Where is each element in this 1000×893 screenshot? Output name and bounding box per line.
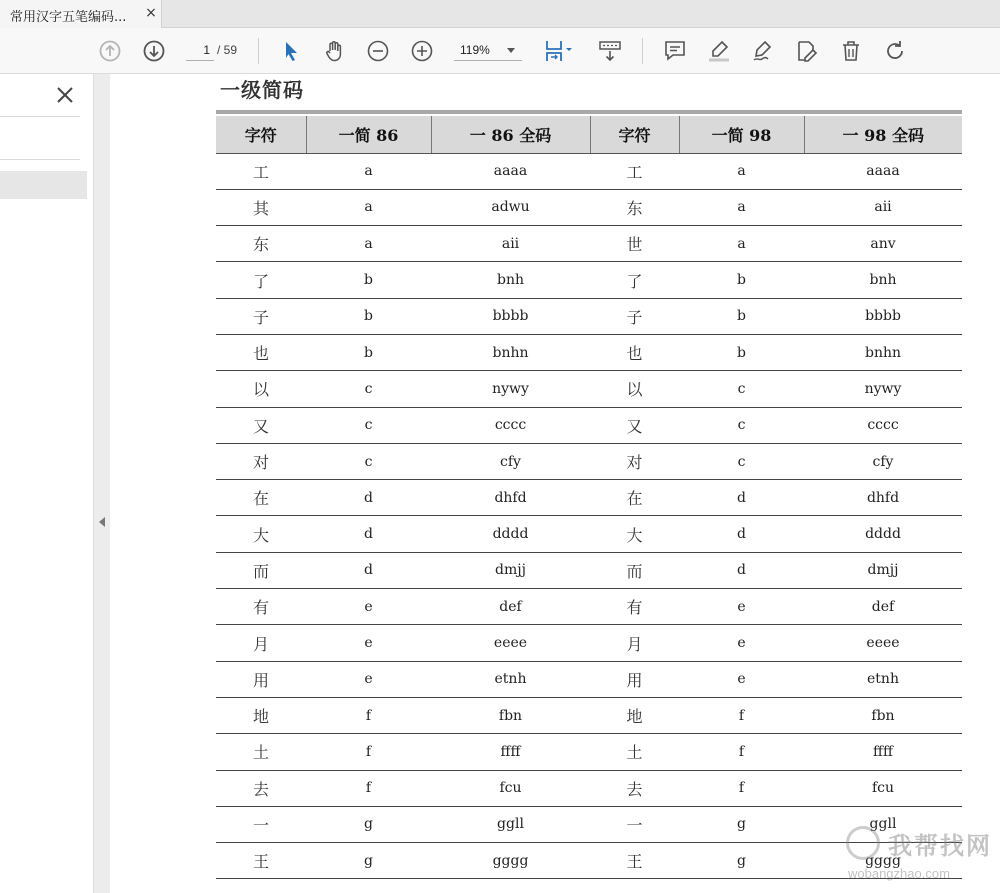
table-row	[216, 625, 962, 661]
table-cell: 大	[216, 516, 306, 552]
table-cell: bnh	[431, 262, 590, 298]
table-cell: fcu	[804, 770, 962, 806]
table-cell: c	[306, 371, 431, 407]
table-cell: 子	[216, 298, 306, 334]
toolbar	[0, 28, 1000, 74]
zoom-out-button[interactable]	[365, 38, 391, 64]
table-cell: cfy	[431, 443, 590, 479]
table-cell: f	[679, 770, 804, 806]
table-cell: 而	[590, 552, 679, 588]
table-cell: g	[306, 843, 431, 879]
table-cell: 又	[590, 407, 679, 443]
table-cell: aii	[804, 189, 962, 225]
table-cell: 王	[216, 843, 306, 879]
table-cell: gggg	[804, 843, 962, 879]
table-cell: a	[679, 226, 804, 262]
table-cell: b	[679, 262, 804, 298]
comment-icon	[663, 39, 687, 63]
table-cell: 也	[216, 334, 306, 370]
table-cell: dhfd	[431, 480, 590, 516]
insert-text-button[interactable]	[597, 38, 623, 64]
table-cell: eeee	[431, 625, 590, 661]
document-tab[interactable]	[0, 0, 162, 28]
table-cell: 一	[590, 806, 679, 842]
table-row	[216, 189, 962, 225]
column-header: 一 86 全码	[431, 116, 590, 153]
table-cell: f	[679, 734, 804, 770]
table-cell: def	[431, 589, 590, 625]
table-cell: 东	[590, 189, 679, 225]
table-cell: d	[306, 552, 431, 588]
table-cell: a	[306, 189, 431, 225]
table-cell: e	[679, 625, 804, 661]
table-cell: bnhn	[431, 334, 590, 370]
arrow-up-circle-icon	[98, 39, 122, 63]
table-cell: 王	[590, 843, 679, 879]
table-cell: 土	[590, 734, 679, 770]
table-cell: 去	[590, 770, 679, 806]
table-cell: 而	[216, 552, 306, 588]
table-cell: b	[306, 298, 431, 334]
table-cell: g	[679, 806, 804, 842]
next-page-button[interactable]	[141, 38, 167, 64]
table-cell: b	[306, 334, 431, 370]
table-cell: ggll	[804, 806, 962, 842]
table-cell: e	[306, 661, 431, 697]
watermark-logo-icon	[846, 826, 880, 860]
table-cell: 在	[590, 480, 679, 516]
table-cell: gggg	[431, 843, 590, 879]
table-cell: cfy	[804, 443, 962, 479]
table-row	[216, 589, 962, 625]
table-cell: cccc	[431, 407, 590, 443]
table-cell: aaaa	[431, 153, 590, 189]
table-cell: b	[306, 262, 431, 298]
table-cell: 世	[590, 226, 679, 262]
delete-icon	[839, 39, 863, 63]
table-row	[216, 407, 962, 443]
side-panel-selected-item[interactable]	[0, 171, 87, 199]
scroll-mode-button[interactable]	[540, 38, 576, 64]
table-cell: dhfd	[804, 480, 962, 516]
table-cell: 了	[590, 262, 679, 298]
table-cell: dmjj	[431, 552, 590, 588]
table-header-row	[216, 116, 962, 153]
table-cell: d	[306, 516, 431, 552]
table-cell: 以	[216, 371, 306, 407]
table-cell: bbbb	[804, 298, 962, 334]
table-row	[216, 770, 962, 806]
table-cell: bnh	[804, 262, 962, 298]
page-number-input[interactable]	[186, 39, 214, 61]
table-cell: 工	[216, 153, 306, 189]
table-cell: etnh	[431, 661, 590, 697]
table-cell: anv	[804, 226, 962, 262]
table-cell: bbbb	[431, 298, 590, 334]
table-cell: bnhn	[804, 334, 962, 370]
table-cell: c	[306, 407, 431, 443]
table-cell: 有	[216, 589, 306, 625]
table-cell: e	[679, 589, 804, 625]
comment-button[interactable]	[662, 38, 688, 64]
tab-title: 常用汉字五笔编码...	[10, 10, 127, 25]
table-row	[216, 262, 962, 298]
watermark-text: 我帮找网	[888, 832, 992, 860]
select-arrow-icon	[279, 39, 303, 63]
table-row	[216, 226, 962, 262]
table-cell: e	[306, 589, 431, 625]
side-panel-divider	[0, 159, 80, 160]
table-row	[216, 516, 962, 552]
code-table	[216, 116, 962, 879]
table-cell: 一	[216, 806, 306, 842]
table-cell: 大	[590, 516, 679, 552]
table-row	[216, 480, 962, 516]
table-cell: 工	[590, 153, 679, 189]
tab-close-button[interactable]: ×	[145, 5, 157, 21]
table-row	[216, 734, 962, 770]
watermark-url: wobangzhao.com	[848, 866, 950, 881]
table-cell: etnh	[804, 661, 962, 697]
table-row	[216, 443, 962, 479]
table-cell: 又	[216, 407, 306, 443]
column-header: 字符	[590, 116, 679, 153]
table-cell: a	[679, 153, 804, 189]
column-header: 字符	[216, 116, 306, 153]
tab-bar	[0, 0, 1000, 28]
table-cell: a	[679, 189, 804, 225]
column-header: 一简 98	[679, 116, 804, 153]
side-panel-collapse-handle[interactable]	[94, 74, 110, 893]
document-page	[110, 74, 1000, 893]
close-icon	[52, 82, 78, 108]
toolbar-divider	[642, 38, 643, 64]
table-cell: e	[306, 625, 431, 661]
table-cell: c	[679, 443, 804, 479]
hand-tool-button[interactable]	[321, 38, 347, 64]
table-cell: 有	[590, 589, 679, 625]
table-cell: 对	[590, 443, 679, 479]
zoom-level: 119%	[460, 43, 490, 57]
table-cell: ffff	[804, 734, 962, 770]
table-cell: e	[679, 661, 804, 697]
table-cell: eeee	[804, 625, 962, 661]
chevron-left-icon	[99, 517, 105, 527]
table-cell: fcu	[431, 770, 590, 806]
zoom-dropdown[interactable]	[454, 39, 522, 61]
insert-text-icon	[598, 39, 622, 63]
select-tool-button[interactable]	[278, 38, 304, 64]
table-cell: 对	[216, 443, 306, 479]
arrow-down-circle-icon	[142, 39, 166, 63]
table-cell: 也	[590, 334, 679, 370]
table-cell: d	[679, 516, 804, 552]
zoom-in-icon	[410, 39, 434, 63]
hand-icon	[322, 39, 346, 63]
table-cell: f	[306, 770, 431, 806]
table-cell: 用	[216, 661, 306, 697]
sign-button[interactable]	[750, 38, 776, 64]
table-cell: c	[306, 443, 431, 479]
table-cell: f	[679, 697, 804, 733]
rotate-button[interactable]	[882, 38, 908, 64]
column-header: 一 98 全码	[804, 116, 962, 153]
table-row	[216, 661, 962, 697]
side-panel	[0, 74, 94, 893]
table-row	[216, 334, 962, 370]
page-total: / 59	[217, 43, 238, 57]
table-cell: 子	[590, 298, 679, 334]
table-cell: aii	[431, 226, 590, 262]
table-cell: nywy	[804, 371, 962, 407]
table-cell: 去	[216, 770, 306, 806]
highlight-button[interactable]	[706, 38, 732, 64]
side-panel-divider	[0, 116, 80, 117]
table-cell: c	[679, 371, 804, 407]
table-cell: d	[679, 480, 804, 516]
table-cell: 了	[216, 262, 306, 298]
table-cell: d	[679, 552, 804, 588]
watermark	[844, 822, 994, 888]
table-cell: b	[679, 334, 804, 370]
heading-rule	[216, 110, 962, 114]
table-cell: 用	[590, 661, 679, 697]
chevron-down-icon	[507, 48, 515, 53]
table-cell: c	[679, 407, 804, 443]
previous-page-button[interactable]	[97, 38, 123, 64]
table-cell: 以	[590, 371, 679, 407]
side-panel-close-button[interactable]	[52, 82, 78, 108]
table-cell: a	[306, 226, 431, 262]
edit-pdf-icon	[795, 39, 819, 63]
highlight-icon	[707, 39, 731, 63]
table-cell: nywy	[431, 371, 590, 407]
table-cell: 东	[216, 226, 306, 262]
table-cell: f	[306, 734, 431, 770]
table-cell: 地	[216, 697, 306, 733]
section-heading: 一级简码	[220, 78, 304, 102]
table-cell: dddd	[804, 516, 962, 552]
table-cell: 土	[216, 734, 306, 770]
table-cell: def	[804, 589, 962, 625]
table-cell: g	[306, 806, 431, 842]
table-cell: fbn	[431, 697, 590, 733]
table-cell: g	[679, 843, 804, 879]
table-row	[216, 371, 962, 407]
table-cell: a	[306, 153, 431, 189]
table-cell: cccc	[804, 407, 962, 443]
column-header: 一简 86	[306, 116, 431, 153]
table-cell: 在	[216, 480, 306, 516]
table-cell: dddd	[431, 516, 590, 552]
zoom-out-icon	[366, 39, 390, 63]
delete-button[interactable]	[838, 38, 864, 64]
table-row	[216, 552, 962, 588]
table-cell: b	[679, 298, 804, 334]
table-cell: f	[306, 697, 431, 733]
rotate-icon	[883, 39, 907, 63]
table-cell: 地	[590, 697, 679, 733]
zoom-in-button[interactable]	[409, 38, 435, 64]
table-cell: d	[306, 480, 431, 516]
table-row	[216, 298, 962, 334]
table-cell: aaaa	[804, 153, 962, 189]
table-cell: 月	[216, 625, 306, 661]
table-cell: dmjj	[804, 552, 962, 588]
table-cell: 月	[590, 625, 679, 661]
table-row	[216, 153, 962, 189]
table-cell: ggll	[431, 806, 590, 842]
toolbar-divider	[258, 38, 259, 64]
sign-icon	[751, 39, 775, 63]
edit-pdf-button[interactable]	[794, 38, 820, 64]
table-cell: fbn	[804, 697, 962, 733]
table-cell: adwu	[431, 189, 590, 225]
table-cell: ffff	[431, 734, 590, 770]
table-cell: 其	[216, 189, 306, 225]
scroll-mode-icon	[542, 39, 574, 63]
table-row	[216, 697, 962, 733]
